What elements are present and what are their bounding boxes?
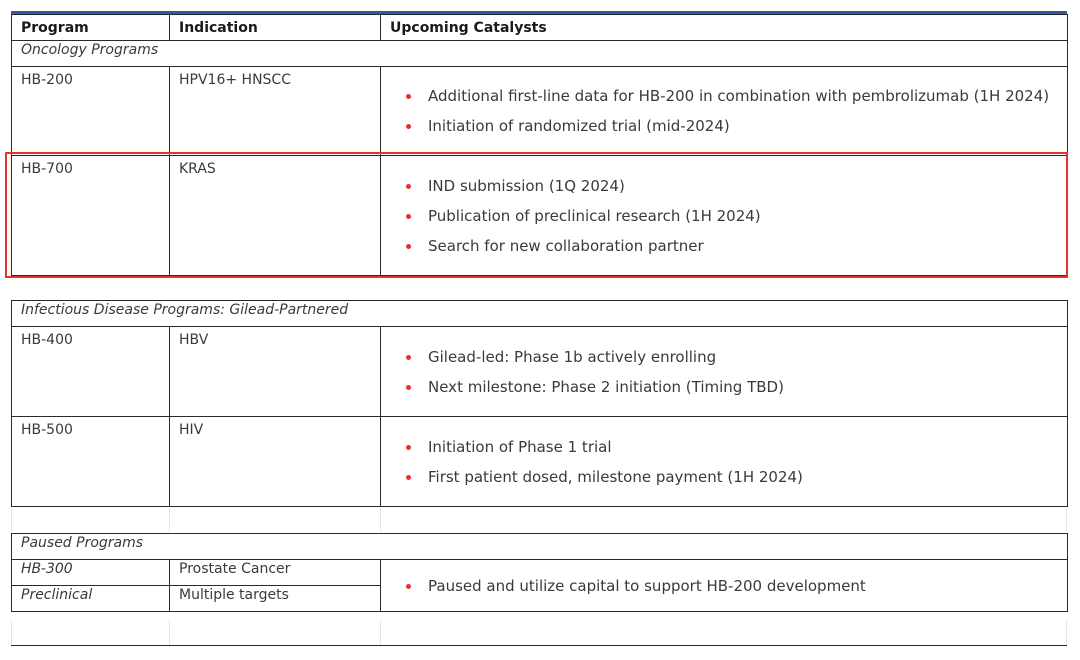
catalysts-cell — [381, 67, 1068, 156]
table-header-row — [12, 15, 1068, 41]
section-row-paused — [12, 534, 1068, 560]
indication-cell: HBV — [170, 327, 381, 417]
catalyst-list — [390, 342, 1058, 402]
catalyst-item: Initiation of randomized trial (mid-2024) — [406, 111, 1058, 141]
catalyst-item: Initiation of Phase 1 trial — [406, 432, 1058, 462]
table-row — [12, 67, 1068, 156]
header-program: Program — [12, 15, 170, 41]
indication-cell: HPV16+ HNSCC — [170, 67, 381, 156]
catalyst-item: Paused and utilize capital to support HB-200 development — [406, 571, 1058, 601]
bottom-rule — [11, 645, 1067, 646]
spacer-divider — [169, 620, 170, 645]
header-indication: Indication — [170, 15, 381, 41]
catalyst-list — [390, 432, 1058, 492]
spacer-divider — [380, 620, 381, 645]
catalyst-item: Search for new collaboration partner — [406, 231, 1058, 261]
table-row — [12, 417, 1068, 507]
oncology-table — [11, 14, 1068, 276]
catalyst-item: Next milestone: Phase 2 initiation (Timing TBD) — [406, 372, 1058, 402]
paused-programs-table — [11, 533, 1068, 612]
section-row-infectious — [12, 301, 1068, 327]
catalyst-list — [390, 571, 1058, 601]
section-title: Oncology Programs — [12, 41, 1068, 67]
program-cell: HB-200 — [12, 67, 170, 156]
catalyst-list — [390, 81, 1058, 141]
program-cell: HB-500 — [12, 417, 170, 507]
spacer-row — [11, 508, 1067, 532]
program-cell: HB-700 — [12, 156, 170, 276]
table-row — [12, 560, 1068, 586]
catalyst-list — [390, 171, 1058, 261]
table-row — [12, 156, 1068, 276]
catalysts-cell — [381, 327, 1068, 417]
spacer-divider — [380, 508, 381, 532]
table-row — [12, 327, 1068, 417]
spacer-divider — [169, 508, 170, 532]
program-cell: Preclinical — [12, 586, 170, 612]
header-catalysts: Upcoming Catalysts — [381, 15, 1068, 41]
section-title: Infectious Disease Programs: Gilead-Partnered — [12, 301, 1068, 327]
catalyst-item: First patient dosed, milestone payment (1H 2024) — [406, 462, 1058, 492]
section-title: Paused Programs — [12, 534, 1068, 560]
program-cell: HB-300 — [12, 560, 170, 586]
indication-cell: KRAS — [170, 156, 381, 276]
infectious-disease-table — [11, 300, 1068, 507]
indication-cell: HIV — [170, 417, 381, 507]
spacer-row — [11, 620, 1067, 645]
catalysts-cell — [381, 417, 1068, 507]
catalyst-item: Additional first-line data for HB-200 in combination with pembrolizumab (1H 2024) — [406, 81, 1058, 111]
section-row-oncology — [12, 41, 1068, 67]
catalysts-cell — [381, 560, 1068, 612]
indication-cell: Multiple targets — [170, 586, 381, 612]
program-cell: HB-400 — [12, 327, 170, 417]
catalysts-cell — [381, 156, 1068, 276]
indication-cell: Prostate Cancer — [170, 560, 381, 586]
catalyst-item: IND submission (1Q 2024) — [406, 171, 1058, 201]
catalyst-item: Publication of preclinical research (1H 2024) — [406, 201, 1058, 231]
catalyst-item: Gilead-led: Phase 1b actively enrolling — [406, 342, 1058, 372]
